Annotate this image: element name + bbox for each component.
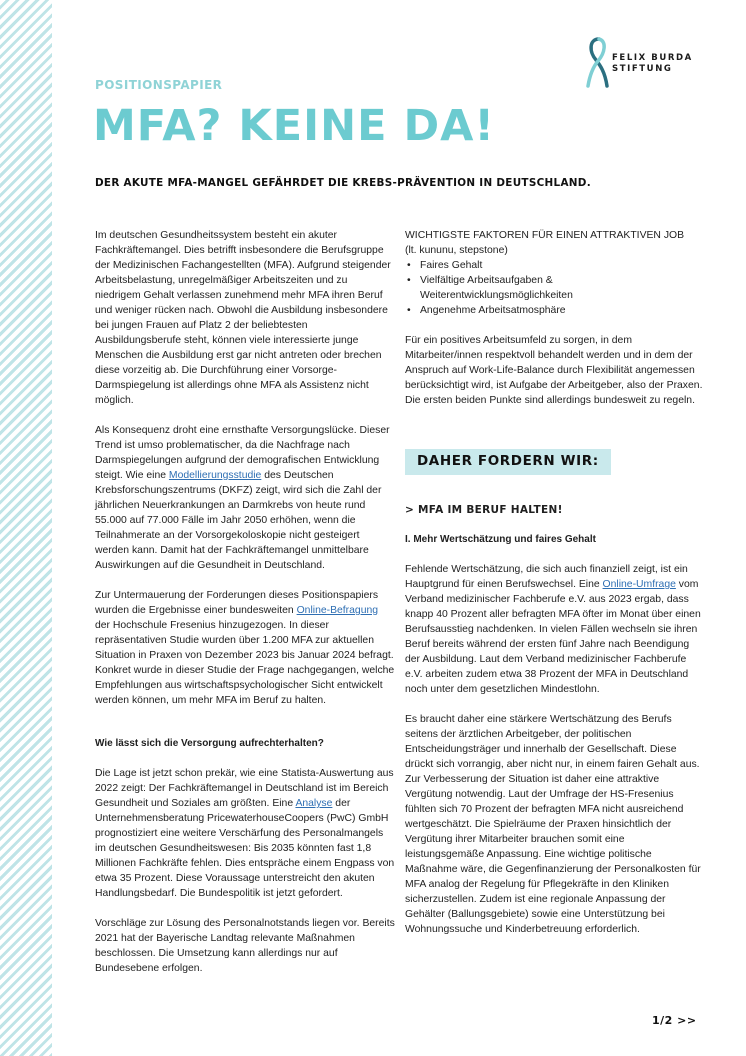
- factors-title: WICHTIGSTE FAKTOREN FÜR EINEN ATTRAKTIVEN JOB: [405, 230, 685, 241]
- ribbon-icon: [585, 36, 611, 90]
- paragraph: Es braucht daher eine stärkere Wertschätzung des Berufs seitens der ärztlichen Arbeitgeber, der politischen Entscheidungsträger und innerhalb der Gesellschaft. Diese drückt sich vorrangig, aber nicht nur, in einem fairen Gehalt aus. Zur Verbesserung der Situation ist daher eine attraktive Vergütung notwendig. Laut der Umfrage der HS-Fresenius fühlten sich 70 Prozent der befragten MFA nicht ausreichend wertgeschätzt. Die Spielräume der Praxen hinsichtlich der Vergütung ihrer Mitarbeiter brauchen somit eine leistungsgemäße Anpassung. Eine wichtige politische Maßnahme wäre, die Gegenfinanzierung der Personalkosten für MFA analog der Regelung für Pflegekräfte in den Kliniken sicherzustellen. Zudem ist eine regionale Anpassung der Gehälter (Ballungsgebiete) sowie eine Unterstützung bei Wohnungssuche und Kinderbetreuung erforderlich.: [405, 714, 701, 935]
- document-title: MFA? KEINE DA!: [93, 101, 496, 151]
- paragraph: Für ein positives Arbeitsumfeld zu sorgen, in dem Mitarbeiter/innen respektvoll behandelt werden und in dem der Anspruch auf Work-Life-Balance durch Flexibilität angemessen berücksichtigt wird, ist Aufgabe der Arbeitgeber, also der Praxen. Die ersten beiden Punkte sind allerdings bundesweit zu regeln.: [405, 335, 703, 406]
- left-column: [95, 228, 395, 991]
- online-befragung-link[interactable]: Online-Befragung: [296, 605, 379, 616]
- demand-heading: DAHER FORDERN WIR:: [405, 449, 611, 475]
- right-column: [405, 228, 705, 952]
- roman-heading: I. Mehr Wertschätzung und faires Gehalt: [405, 534, 596, 545]
- decorative-stripe-border: [0, 0, 52, 1056]
- list-item: • Angenehme Arbeitsatmosphäre: [405, 303, 705, 318]
- logo-line-1: FELIX BURDA: [612, 53, 693, 63]
- paragraph: Fehlende Wertschätzung, die sich auch finanziell zeigt, ist ein Hauptgrund für einen Berufswechsel. Eine Online-Umfrage vom Verband medizinischer Fachberufe e.V. aus 2023 ergab, dass knapp 40 Prozent aller befragten MFA öfter im Monat über einen Berufsausstieg nachdenken. In vielen Fällen wechseln sie ihren Beruf bereits während der ersten fünf Jahre nach Beendigung der Ausbildung. Laut dem Verband medizinischer Fachberufe e.V. arbeiten zudem etwa 38 Prozent der MFA in Deutschland noch unter dem gesetzlichen Mindestlohn.: [405, 564, 701, 695]
- sub-heading: > MFA IM BERUF HALTEN!: [405, 504, 563, 516]
- factors-list: [405, 258, 705, 318]
- paragraph: Im deutschen Gesundheitssystem besteht ein akuter Fachkräftemangel. Dies betrifft insbesondere die Berufsgruppe der Medizinischen Fachangestellten (MFA). Aufgrund steigender Arbeitsbelastung, unregelmäßiger Arbeitszeiten und zu niedrigem Gehalt verlassen zunehmend mehr MFA ihren Beruf und weniger rücken nach. Obwohl die Ausbildung insbesondere bei jungen Frauen auf Platz 2 der beliebtesten Ausbildungsberufe steht, können viele interessierte junge Menschen die Ausbildung erst gar nicht antreten oder brechen diese vorzeitig ab. Die Durchführung einer Vorsorge-Darmspiegelung ist allerdings ohne MFA als Assistenz nicht möglich.: [95, 230, 391, 406]
- paragraph: Als Konsequenz droht eine ernsthafte Versorgungslücke. Dieser Trend ist umso problematischer, da die Nachfrage nach Darmspiegelungen aufgrund der demografischen Entwicklung steigt. Wie eine Modellierungsstudie des Deutschen Krebsforschungszentrums (DKFZ) zeigt, wird sich die Zahl der jährlichen Neuerkrankungen an Darmkrebs von heute rund 55.000 auf 77.000 Fälle im Jahr 2050 erhöhen, wenn die Teilnahmerate an der Vorsorgekoloskopie nicht gesteigert werden kann. Damit hat der Fachkräftemangel unmittelbare Auswirkungen auf die Gesundheit in Deutschland.: [95, 425, 390, 571]
- analyse-link[interactable]: Analyse: [295, 798, 333, 809]
- modellierungsstudie-link[interactable]: Modellierungsstudie: [168, 470, 262, 481]
- online-umfrage-link[interactable]: Online-Umfrage: [602, 579, 676, 590]
- factors-source: (lt. kununu, stepstone): [405, 245, 508, 256]
- document-subtitle: DER AKUTE MFA-MANGEL GEFÄHRDET DIE KREBS-PRÄVENTION IN DEUTSCHLAND.: [95, 177, 591, 189]
- section-heading: Wie lässt sich die Versorgung aufrechterhalten?: [95, 738, 324, 749]
- foundation-logo[interactable]: [585, 36, 705, 90]
- paragraph: Die Lage ist jetzt schon prekär, wie eine Statista-Auswertung aus 2022 zeigt: Der Fachkräftemangel in Deutschland ist im Bereich Gesundheit und Soziales am größten. Eine Analyse der Unternehmensberatung PricewaterhouseCoopers (PwC) GmbH prognostiziert eine weitere Verschärfung des Personalmangels im deutschen Gesundheitswesen: Bis 2035 könnten fast 1,8 Millionen Fachkräfte fehlen. Dies entspräche einem Engpass von etwa 35 Prozent. Diese Voraussage unterstreicht den akuten Handlungsbedarf. Die Bundespolitik ist jetzt gefordert.: [95, 768, 395, 899]
- logo-line-2: STIFTUNG: [612, 64, 673, 74]
- paragraph: Vorschläge zur Lösung des Personalnotstands liegen vor. Bereits 2021 hat der Bayerische Landtag relevante Maßnahmen beschlossen. Die Umsetzung kann allerdings nur auf Bundesebene erfolgen.: [95, 918, 395, 974]
- list-item: • Vielfältige Arbeitsaufgaben & Weiterentwicklungsmöglichkeiten: [405, 273, 705, 303]
- document-kicker: POSITIONSPAPIER: [95, 78, 223, 92]
- paragraph: Zur Untermauerung der Forderungen dieses Positionspapiers wurden die Ergebnisse einer bundesweiten Online-Befragung der Hochschule Fresenius hinzugezogen. In dieser repräsentativen Studie wurden über 1.200 MFA zur aktuellen Situation in Praxen von Dezember 2023 bis Januar 2024 befragt. Konkret wurde in dieser Studie der Frage nachgegangen, welche Empfehlungen aus wirtschaftspsychologischer Sicht entwickelt werden können, um mehr MFA im Beruf zu halten.: [95, 590, 395, 706]
- logo-wordmark: [612, 53, 693, 75]
- list-item: • Faires Gehalt: [405, 258, 705, 273]
- page-number[interactable]: 1/2 >>: [652, 1014, 697, 1027]
